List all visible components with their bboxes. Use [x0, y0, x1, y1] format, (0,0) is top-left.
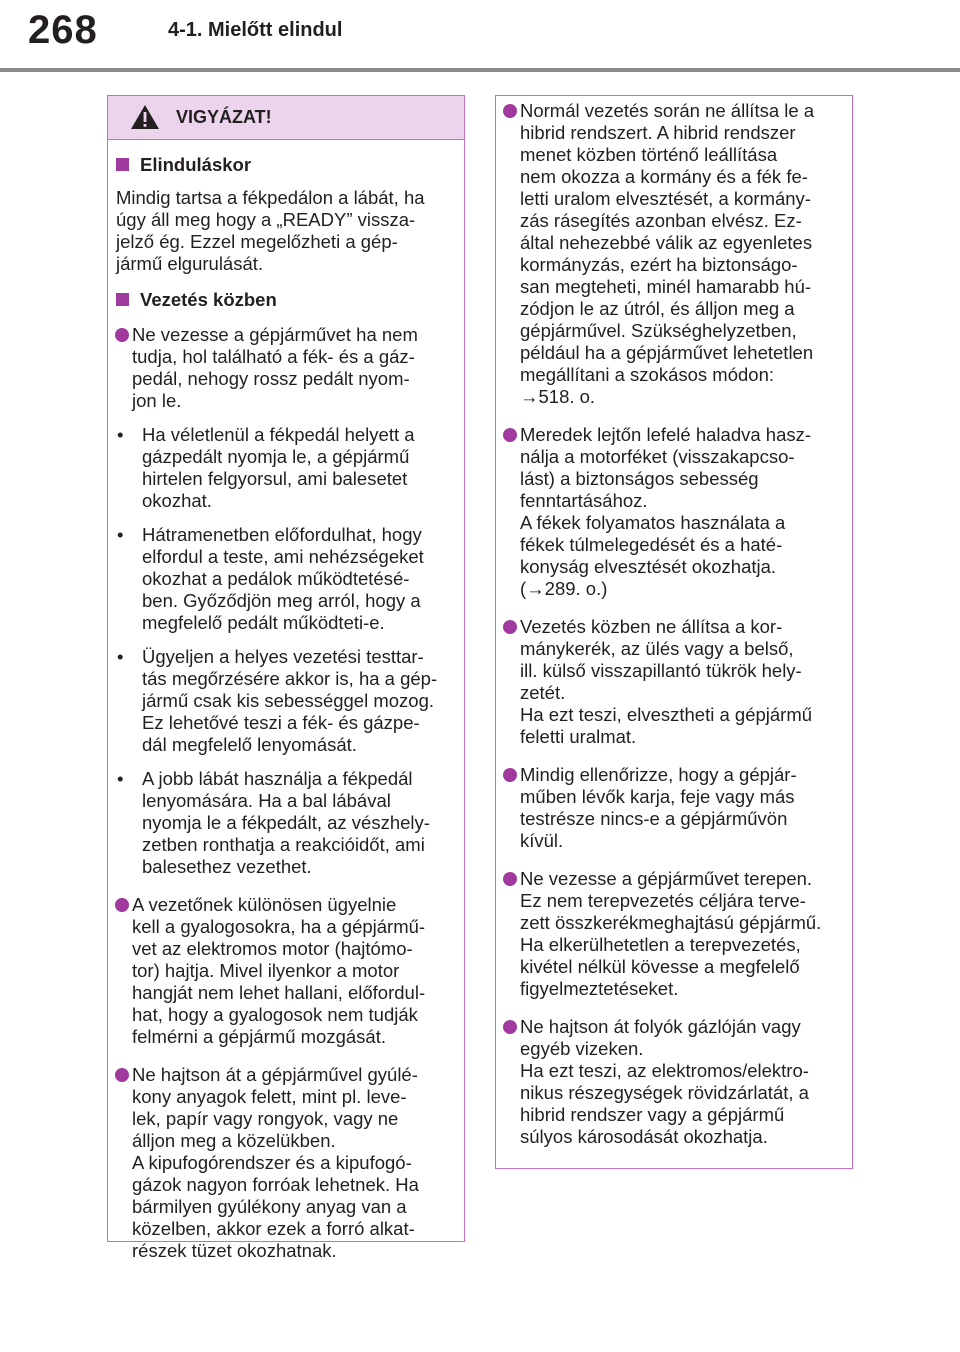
text-line: nem okozza a kormány és a fék fe- — [520, 166, 808, 187]
warning-content-left — [108, 140, 464, 1262]
text-line: hibrid rendszert. A hibrid rendszer — [520, 122, 796, 143]
text-line: közelben, akkor ezek a forró alkat- — [132, 1218, 415, 1239]
warning-box-left — [107, 95, 465, 1261]
round-bullet-icon — [115, 328, 129, 342]
text-line: zetét. — [520, 682, 566, 703]
text-line: testrésze nincs-e a gépjárművön — [520, 808, 788, 829]
text-line: A vezetőnek különösen ügyelnie — [132, 894, 397, 915]
text-line: dál megfelelő lenyomását. — [142, 734, 357, 755]
text-line: lenyomására. Ha a bal lábával — [142, 790, 391, 811]
text-line: ill. külső visszapillantó tükrök hely- — [520, 660, 802, 681]
text-line: vet az elektromos motor (hajtómo- — [132, 938, 413, 959]
text-line: figyelmeztetéseket. — [520, 978, 679, 999]
page-reference: →518. o. — [520, 386, 596, 407]
text-line: fenntartásához. — [520, 490, 648, 511]
warning-triangle-icon — [130, 104, 160, 130]
text-line: Ne vezesse a gépjárművet terepen. — [520, 868, 813, 889]
text-line: Ne hajtson át a gépjárművel gyúlé- — [132, 1064, 418, 1085]
text-line: kivétel nélkül kövesse a megfelelő — [520, 956, 800, 977]
text-line: Ügyeljen a helyes vezetési testtar- — [142, 646, 424, 667]
text-line: Meredek lejtőn lefelé haladva hasz- — [520, 424, 812, 445]
text-line: kormányzás, ezért ha biztonságo- — [520, 254, 798, 275]
sub-list-item — [117, 768, 454, 878]
text-line: nikus részegységek rövidzárlatát, a — [520, 1082, 809, 1103]
text-line: zett összkerékmeghajtású gépjármű. — [520, 912, 822, 933]
text-line: súlyos károsodását okozhatja. — [520, 1126, 768, 1147]
text-line: elfordul a teste, ami nehézségeket — [142, 546, 424, 567]
round-bullet-icon — [503, 104, 517, 118]
warning-box-right — [495, 95, 853, 1169]
dot-bullet-icon: • — [117, 524, 124, 545]
text-line: tudja, hol található a fék- és a gáz- — [132, 346, 415, 367]
round-bullet-icon — [503, 872, 517, 886]
text-line: Mindig ellenőrizze, hogy a gépjár- — [520, 764, 797, 785]
text-line: san megteheti, minél hamarabb hú- — [520, 276, 812, 297]
text-line: konyság elvesztését okozhatja. — [520, 556, 777, 577]
list-item — [115, 1064, 454, 1262]
text-line: fékek túlmelegedését és a haté- — [520, 534, 783, 555]
text-line: kívül. — [520, 830, 564, 851]
page-reference: (→289. o.) — [520, 578, 608, 599]
warning-title: VIGYÁZAT! — [176, 107, 272, 127]
text-line: Mindig tartsa a fékpedálon a lábát, ha — [116, 187, 425, 208]
warning-content-right — [496, 96, 852, 1148]
text-line: pedál, nehogy rossz pedált nyom- — [132, 368, 410, 389]
text-line: mánykerék, az ülés vagy a belső, — [520, 638, 794, 659]
text-line: által nehezebbé válik az egyenletes — [520, 232, 813, 253]
list-item — [115, 324, 454, 412]
list-item — [115, 894, 454, 1048]
text-line: jelző ég. Ezzel megelőzheti a gép- — [116, 231, 398, 252]
subheading-text: Vezetés közben — [140, 289, 277, 310]
text-line: jon le. — [132, 390, 182, 411]
text-line: tor) hajtja. Mivel ilyenkor a motor — [132, 960, 400, 981]
round-bullet-icon — [115, 1068, 129, 1082]
text-line: okozhat a pedálok működtetésé- — [142, 568, 410, 589]
text-line: zódjon le az útról, és álljon meg a — [520, 298, 795, 319]
text-line: Normál vezetés során ne állítsa le a — [520, 100, 815, 121]
text-line: álljon meg a közelükben. — [132, 1130, 336, 1151]
page-header — [0, 0, 960, 76]
paragraph-starting — [116, 187, 452, 275]
round-bullet-icon — [503, 428, 517, 442]
text-line: okozhat. — [142, 490, 212, 511]
sub-list-item — [117, 424, 454, 512]
text-line: műben lévők karja, feje vagy más — [520, 786, 795, 807]
text-line: hangját nem lehet hallani, előfordul- — [132, 982, 426, 1003]
dot-bullet-icon: • — [117, 768, 124, 789]
text-line: lek, papír vagy rongyok, vagy ne — [132, 1108, 399, 1129]
text-line: Ha ezt teszi, elvesztheti a gépjármű — [520, 704, 813, 725]
round-bullet-icon — [503, 620, 517, 634]
text-line: úgy áll meg hogy a „READY” vissza- — [116, 209, 416, 230]
list-item — [503, 424, 842, 600]
text-line: hibrid rendszer vagy a gépjármű — [520, 1104, 785, 1125]
text-line: gépjárművel. Szükséghelyzetben, — [520, 320, 797, 341]
text-line: jármű csak kis sebességgel mozog. — [142, 690, 435, 711]
section-title: 4-1. Mielőtt elindul — [168, 19, 343, 41]
text-line: Hátramenetben előfordulhat, hogy — [142, 524, 422, 545]
round-bullet-icon — [115, 898, 129, 912]
text-line: Ha véletlenül a fékpedál helyett a — [142, 424, 415, 445]
header-divider — [0, 68, 960, 72]
list-item — [503, 868, 842, 1000]
subheading-text: Elinduláskor — [140, 154, 252, 175]
list-item — [503, 616, 842, 748]
warning-header — [108, 96, 464, 140]
text-line: nálja a motorféket (visszakapcso- — [520, 446, 795, 467]
text-line: például ha a gépjárművet lehetetlen — [520, 342, 814, 363]
text-line: nyomja le a fékpedált, az vészhely- — [142, 812, 430, 833]
square-bullet-icon — [116, 293, 129, 306]
text-line: megállítani a szokásos módon: — [520, 364, 774, 385]
text-line: A fékek folyamatos használata a — [520, 512, 786, 533]
text-line: zás rásegítés azonban elvész. Ez- — [520, 210, 802, 231]
text-line: jármű elgurulását. — [116, 253, 264, 274]
page-number: 268 — [28, 8, 98, 52]
text-line: letti uralom elvesztését, a kormány- — [520, 188, 811, 209]
text-line: feletti uralmat. — [520, 726, 637, 747]
text-line: Ne vezesse a gépjárművet ha nem — [132, 324, 418, 345]
text-line: hat, hogy a gyalogosok nem tudják — [132, 1004, 418, 1025]
text-line: gázpedált nyomja le, a gépjármű — [142, 446, 410, 467]
dot-bullet-icon: • — [117, 424, 124, 445]
text-line: Vezetés közben ne állítsa a kor- — [520, 616, 783, 637]
text-line: megfelelő pedált működteti-e. — [142, 612, 385, 633]
text-line: gázok nagyon forróak lehetnek. Ha — [132, 1174, 419, 1195]
text-line: Ez nem terepvezetés céljára terve- — [520, 890, 806, 911]
text-line: zetben ronthatja a reakcióidőt, ami — [142, 834, 425, 855]
list-item — [503, 100, 842, 408]
text-line: egyéb vizeken. — [520, 1038, 644, 1059]
subheading-driving — [116, 289, 464, 311]
text-line: Ha elkerülhetetlen a terepvezetés, — [520, 934, 801, 955]
text-line: Ne hajtson át folyók gázlóján vagy — [520, 1016, 801, 1037]
round-bullet-icon — [503, 1020, 517, 1034]
text-line: tás megőrzésére akkor is, ha a gép- — [142, 668, 438, 689]
text-line: hirtelen felgyorsul, ami balesetet — [142, 468, 408, 489]
text-line: A jobb lábát használja a fékpedál — [142, 768, 413, 789]
text-line: részek tüzet okozhatnak. — [132, 1240, 337, 1261]
square-bullet-icon — [116, 158, 129, 171]
sub-list-item — [117, 524, 454, 634]
text-line: kony anyagok felett, mint pl. leve- — [132, 1086, 407, 1107]
list-item — [503, 1016, 842, 1148]
dot-bullet-icon: • — [117, 646, 124, 667]
text-line: menet közben történő leállítása — [520, 144, 778, 165]
text-line: ben. Győződjön meg arról, hogy a — [142, 590, 421, 611]
text-line: Ez lehetővé teszi a fék- és gázpe- — [142, 712, 420, 733]
text-line: felmérni a gépjármű mozgását. — [132, 1026, 386, 1047]
text-line: balesethez vezethet. — [142, 856, 312, 877]
list-item — [503, 764, 842, 852]
sub-list-item — [117, 646, 454, 756]
text-line: lást) a biztonságos sebesség — [520, 468, 759, 489]
text-line: Ha ezt teszi, az elektromos/elektro- — [520, 1060, 809, 1081]
text-line: A kipufogórendszer és a kipufogó- — [132, 1152, 412, 1173]
text-line: bármilyen gyúlékony anyag van a — [132, 1196, 407, 1217]
text-line: kell a gyalogosokra, ha a gépjármű- — [132, 916, 426, 937]
subheading-starting — [116, 154, 464, 176]
round-bullet-icon — [503, 768, 517, 782]
